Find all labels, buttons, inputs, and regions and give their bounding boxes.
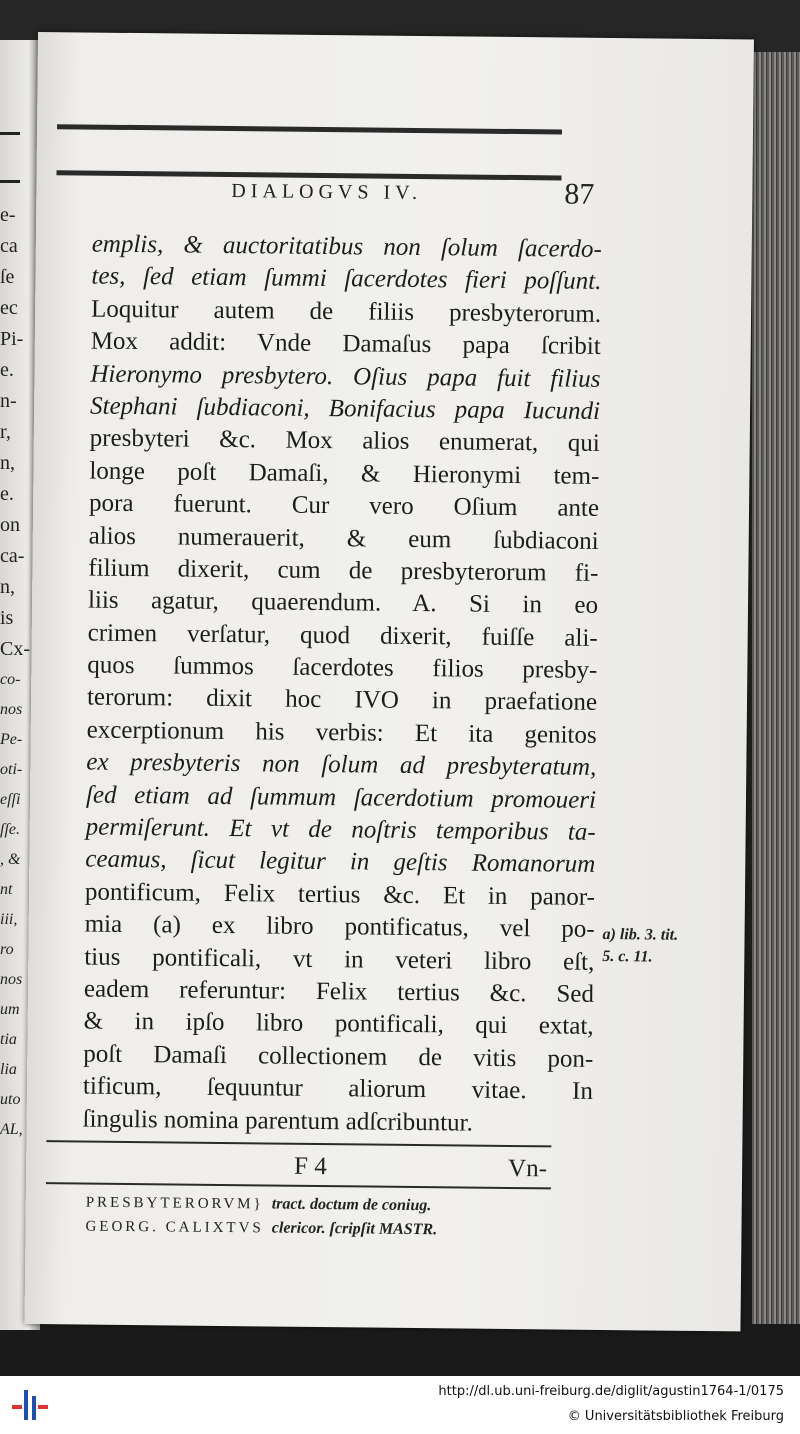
footnote-rule xyxy=(46,1182,551,1189)
text-line: pontificum, Felix tertius &c. Et in panor- xyxy=(84,878,596,911)
margin-note-line: a) lib. 3. tit. xyxy=(602,925,679,944)
text-line: Stephani ſubdiaconi, Bonifacius papa Iucundi xyxy=(89,392,601,425)
page-number: 87 xyxy=(564,177,595,211)
margin-fragment: tia xyxy=(0,1031,17,1048)
margin-fragment: e. xyxy=(0,483,14,505)
margin-fragment: ec xyxy=(0,297,18,319)
book-page-edges xyxy=(752,52,800,1324)
previous-page-rule xyxy=(0,180,20,183)
text-line: permiſerunt. Et vt de noſtris temporibus ta- xyxy=(85,813,596,846)
margin-fragment: nos xyxy=(0,701,23,718)
margin-fragment: ſe xyxy=(0,266,15,288)
footnote-label: GEORG. CALIXTVS xyxy=(85,1218,264,1237)
text-line: mia (a) ex libro pontificatus, vel po- xyxy=(84,910,595,944)
margin-fragment: co- xyxy=(0,671,21,688)
footnote-text: tract. doctum de coniug. xyxy=(271,1195,432,1215)
footnote xyxy=(85,1191,595,1244)
text-line: ſingulis nomina parentum adſcribuntur. xyxy=(82,1105,473,1137)
margin-fragment: ro xyxy=(0,941,14,958)
margin-fragment: Cx- xyxy=(0,638,30,660)
margin-fragment: n- xyxy=(0,390,17,412)
margin-fragment: e- xyxy=(0,204,16,226)
margin-fragment: n, xyxy=(0,576,15,598)
margin-fragment: is xyxy=(0,607,14,629)
running-title: DIALOGVS IV. xyxy=(231,180,423,205)
text-line: Hieronymo presbytero. Oſius papa fuit filius xyxy=(90,360,601,393)
text-line: Loquitur autem de filiis presbyterorum. xyxy=(90,295,602,328)
text-line: filium dixerit, cum de presbyterorum fi- xyxy=(88,554,599,587)
margin-fragment: eſſi xyxy=(0,791,21,808)
text-line: ex presbyteris non ſolum ad presbyteratum, xyxy=(86,748,597,782)
text-line: tius pontificali, vt in veteri libro eſt, xyxy=(84,943,595,976)
margin-fragment: nt xyxy=(0,881,13,898)
text-line: poſt Damaſi collectionem de vitis pon- xyxy=(83,1040,594,1073)
text-line: pora fuerunt. Cur vero Oſium ante xyxy=(88,489,600,523)
text-line: ceamus, ſicut legitur in geſtis Romanorum xyxy=(85,845,596,879)
text-line: quos ſummos ſacerdotes filios presby- xyxy=(87,651,598,684)
margin-note xyxy=(602,924,678,969)
margin-fragment: on xyxy=(0,514,20,536)
margin-fragment: oti- xyxy=(0,761,23,778)
text-line: liis agatur, quaerendum. A. Si in eo xyxy=(87,586,599,620)
permalink-url[interactable]: http://dl.ub.uni-freiburg.de/diglit/agustin1764-1/0175 xyxy=(438,1384,784,1399)
text-line: emplis, & auctoritatibus non ſolum ſacerdo- xyxy=(91,230,602,263)
text-line: excerptionum his verbis: Et ita genitos xyxy=(86,716,597,749)
footnote-label: PRESBYTERORVM} xyxy=(85,1194,264,1213)
margin-note-line: 5. c. 11. xyxy=(602,947,653,966)
header-top-rule xyxy=(57,124,562,134)
text-line: ſed etiam ad ſummum ſacerdotium promoueri xyxy=(85,781,597,814)
text-line: & in ipſo libro pontificali, qui extat, xyxy=(83,1007,594,1041)
text-line: Mox addit: Vnde Damaſus papa ſcribit xyxy=(90,327,601,361)
text-line: crimen verſatur, quod dixerit, fuiſſe ali- xyxy=(87,619,598,652)
margin-fragment: ſſe. xyxy=(0,821,20,838)
margin-fragment: ca xyxy=(0,235,18,257)
copyright-notice: © Universitätsbibliothek Freiburg xyxy=(567,1409,784,1424)
text-line: terorum: dixit hoc IVO in praefatione xyxy=(86,684,598,717)
margin-fragment: um xyxy=(0,1001,20,1018)
text-line: longe poſt Damaſi, & Hieronymi tem- xyxy=(89,457,600,490)
margin-fragment: nos xyxy=(0,971,23,988)
margin-fragment: Pe- xyxy=(0,731,23,748)
body-text xyxy=(82,229,601,1141)
margin-fragment: e. xyxy=(0,359,14,381)
text-line: alios numerauerit, & eum ſubdiaconi xyxy=(88,522,599,555)
header-bottom-rule xyxy=(57,170,562,180)
margin-fragment: uto xyxy=(0,1091,21,1108)
text-line: tes, ſed etiam ſummi ſacerdotes fieri poſſunt. xyxy=(91,262,602,296)
university-library-logo-icon xyxy=(12,1390,50,1420)
text-line: eadem referuntur: Felix tertius &c. Sed xyxy=(83,975,595,1008)
text-line: tificum, ſequuntur aliorum vitae. In xyxy=(82,1072,594,1106)
signature-mark: F 4 xyxy=(293,1152,327,1181)
text-line: presbyteri &c. Mox alios enumerat, qui xyxy=(89,424,600,458)
margin-fragment: r, xyxy=(0,421,11,443)
margin-fragment: lia xyxy=(0,1061,17,1078)
catchword: Vn- xyxy=(507,1154,548,1183)
margin-fragment: iii, xyxy=(0,911,18,928)
margin-fragment: n, xyxy=(0,452,15,474)
book-page xyxy=(24,32,753,1331)
text-bottom-rule xyxy=(46,1140,551,1147)
margin-fragment: AL, xyxy=(0,1121,23,1138)
margin-fragment: Pi- xyxy=(0,328,24,350)
margin-fragment: , & xyxy=(0,851,21,868)
library-banner xyxy=(0,1376,800,1434)
previous-page-rule xyxy=(0,132,20,135)
margin-fragment: ca- xyxy=(0,545,25,567)
footnote-text: clericor. ſcripſit MASTR. xyxy=(271,1219,438,1239)
